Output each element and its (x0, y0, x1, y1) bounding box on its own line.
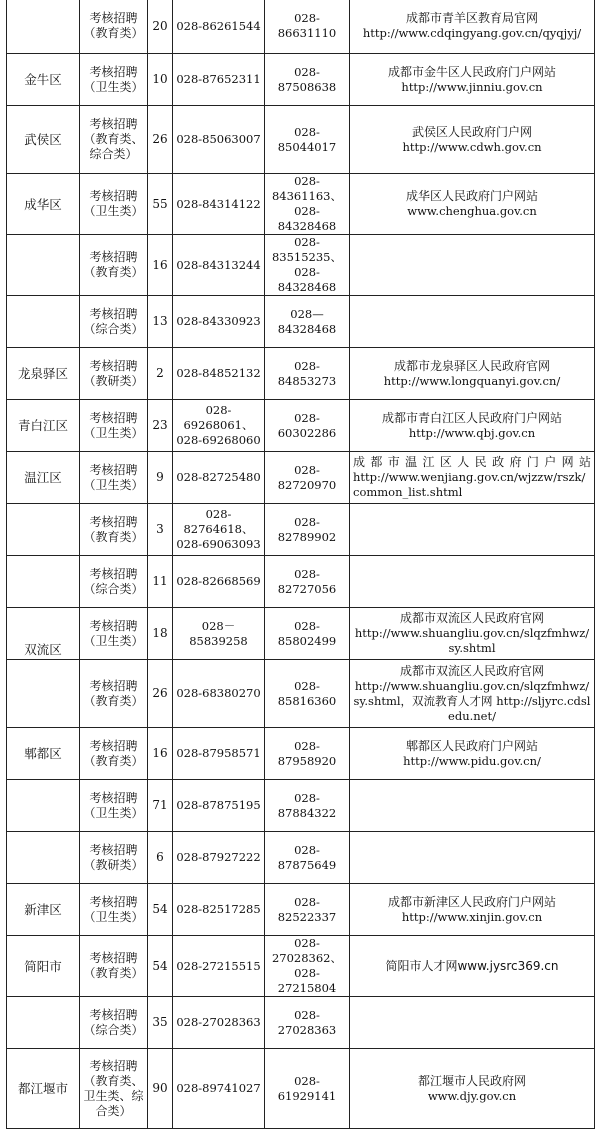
site-name: 都江堰市人民政府网 (417, 1073, 526, 1088)
count-cell: 18 (148, 608, 173, 660)
method-cell: 考核招聘（教研类） (80, 832, 148, 884)
site-url[interactable]: www.chenghua.gov.cn (407, 204, 537, 218)
method-cell: 考核招聘（教育类） (80, 936, 148, 997)
tel-cell: 028-84330923 (173, 296, 265, 348)
method-cell: 考核招聘（教育类） (80, 235, 148, 296)
table-row (7, 728, 595, 780)
site-name: 成都市双流区人民政府官网 (399, 611, 544, 625)
website-cell (350, 106, 595, 174)
website-cell (350, 997, 595, 1049)
count-cell: 35 (148, 997, 173, 1049)
site-url[interactable]: http://www.xinjin.gov.cn (401, 909, 543, 924)
table-row (7, 1049, 595, 1129)
count-cell: 90 (148, 1049, 173, 1129)
tel-cell: 028-68380270 (173, 660, 265, 728)
tel-cell: 028-27028363 (173, 997, 265, 1049)
count-cell: 26 (148, 106, 173, 174)
tel-cell: 028-27215515 (173, 936, 265, 997)
area-cell (7, 780, 80, 832)
table-row (7, 504, 595, 556)
site-name: 成都市龙泉驿区人民政府官网 (393, 358, 550, 373)
table-row (7, 780, 595, 832)
method-cell: 考核招聘（综合类） (80, 997, 148, 1049)
tel-cell: 028-87958920 (265, 728, 350, 780)
method-cell: 考核招聘（综合类） (80, 556, 148, 608)
method-cell: 考核招聘（教育类、综合类） (80, 106, 148, 174)
tel-cell: 028-87927222 (173, 832, 265, 884)
table-row (7, 106, 595, 174)
tel-cell: 028-87508638 (265, 54, 350, 106)
area-cell: 青白江区 (7, 400, 80, 452)
website-cell (350, 235, 595, 296)
tel-cell: 028-84853273 (265, 348, 350, 400)
tel-cell: 028-86631110 (265, 0, 350, 54)
table-row (7, 54, 595, 106)
website-cell (350, 780, 595, 832)
site-name: 成都市金牛区人民政府门户网站 (387, 64, 556, 79)
area-cell (7, 504, 80, 556)
recruitment-table (6, 0, 595, 1129)
method-cell: 考核招聘（教育类） (80, 728, 148, 780)
site-name: 武侯区人民政府门户网 (411, 124, 532, 139)
count-cell: 13 (148, 296, 173, 348)
site-url[interactable]: http://www.longquanyi.gov.cn/ (383, 373, 561, 388)
website-cell (350, 54, 595, 106)
method-cell: 考核招聘（综合类） (80, 296, 148, 348)
count-cell: 71 (148, 780, 173, 832)
tel-cell: 028-86261544 (173, 0, 265, 54)
tel-cell: 028－85839258 (173, 608, 265, 660)
table-row (7, 660, 595, 728)
table-row (7, 936, 595, 997)
area-cell: 新津区 (7, 884, 80, 936)
table-row (7, 296, 595, 348)
site-name: 成都市青白江区人民政府门户网站 (381, 410, 562, 425)
area-cell (7, 660, 80, 728)
table-row (7, 452, 595, 504)
website-cell (350, 832, 595, 884)
tel-cell: 028-84852132 (173, 348, 265, 400)
website-cell (350, 728, 595, 780)
table-row (7, 997, 595, 1049)
tel-cell: 028-87652311 (173, 54, 265, 106)
tel-cell: 028-87875195 (173, 780, 265, 832)
website-cell (350, 400, 595, 452)
area-cell (7, 556, 80, 608)
count-cell: 54 (148, 884, 173, 936)
area-cell: 都江堰市 (7, 1049, 80, 1129)
count-cell: 11 (148, 556, 173, 608)
method-cell: 考核招聘（卫生类） (80, 174, 148, 235)
area-cell: 双流区 (7, 608, 80, 660)
site-url[interactable]: http://www.cdwh.gov.cn (402, 139, 542, 154)
method-cell: 考核招聘（教育类） (80, 0, 148, 54)
tel-cell: 028- 82720970 (265, 452, 350, 504)
table-row (7, 235, 595, 296)
tel-cell: 028-82668569 (173, 556, 265, 608)
table-row (7, 832, 595, 884)
method-cell: 考核招聘（卫生类） (80, 400, 148, 452)
method-cell: 考核招聘（卫生类） (80, 54, 148, 106)
website-cell (350, 174, 595, 235)
tel-cell: 028-82725480 (173, 452, 265, 504)
site-url[interactable]: http://www.cdqingyang.gov.cn/qyqjyj/ (362, 26, 582, 40)
website-cell (350, 348, 595, 400)
tel-cell: 028-87875649 (265, 832, 350, 884)
count-cell: 54 (148, 936, 173, 997)
count-cell: 16 (148, 235, 173, 296)
area-cell (7, 997, 80, 1049)
website-cell (350, 608, 595, 660)
count-cell: 10 (148, 54, 173, 106)
tel-cell: 028-84313244 (173, 235, 265, 296)
count-cell: 23 (148, 400, 173, 452)
site-url[interactable]: http://www.wenjiang.gov.cn/wjzzw/rszk/common_list.shtml (353, 470, 586, 499)
site-name: 成都市温江区人民政府门户网站 (353, 455, 591, 469)
area-cell: 温江区 (7, 452, 80, 504)
tel-cell: 028-89741027 (173, 1049, 265, 1129)
count-cell: 9 (148, 452, 173, 504)
tel-cell: 028—84328468 (265, 296, 350, 348)
area-cell: 武侯区 (7, 106, 80, 174)
tel-cell: 028-82789902 (265, 504, 350, 556)
site-name: 成华区人民政府门户网站 (405, 189, 538, 203)
website-cell (350, 884, 595, 936)
table-row (7, 0, 595, 54)
tel-cell: 028-85044017 (265, 106, 350, 174)
area-cell: 成华区 (7, 174, 80, 235)
table-row (7, 884, 595, 936)
tel-cell: 028-69268061、028-69268060 (173, 400, 265, 452)
tel-cell: 028-84361163、028-84328468 (265, 174, 350, 235)
area-cell (7, 0, 80, 54)
count-cell: 55 (148, 174, 173, 235)
method-cell: 考核招聘（卫生类） (80, 608, 148, 660)
table-row (7, 400, 595, 452)
site-url[interactable]: http://www.jinniu.gov.cn (401, 79, 543, 94)
tel-cell: 028-27028363 (265, 997, 350, 1049)
tel-cell: 028-85802499 (265, 608, 350, 660)
tel-cell: 028-82522337 (265, 884, 350, 936)
tel-cell: 028-82764618、028-69063093 (173, 504, 265, 556)
area-cell (7, 296, 80, 348)
website-cell (350, 660, 595, 728)
area-cell: 郫都区 (7, 728, 80, 780)
website-cell (350, 556, 595, 608)
tel-cell: 028-61929141 (265, 1049, 350, 1129)
tel-cell: 028-85063007 (173, 106, 265, 174)
area-cell: 龙泉驿区 (7, 348, 80, 400)
area-cell (7, 235, 80, 296)
method-cell: 考核招聘（卫生类） (80, 780, 148, 832)
method-cell: 考核招聘（教育类） (80, 504, 148, 556)
tel-cell: 028-84314122 (173, 174, 265, 235)
table-row (7, 608, 595, 660)
site-url[interactable]: http://www.shuangliu.gov.cn/slqzfmhwz/sy.shtml，双流教育人才网 http://sljyrc.cdsledu.net/ (353, 678, 591, 723)
site-name: 成都市青羊区教育局官网 (405, 11, 538, 25)
tel-cell: 028-87884322 (265, 780, 350, 832)
tel-cell: 028-83515235、028-84328468 (265, 235, 350, 296)
site-name: 成都市双流区人民政府官网 (399, 663, 544, 678)
site-url[interactable]: www.djy.gov.cn (427, 1088, 517, 1103)
area-cell: 金牛区 (7, 54, 80, 106)
count-cell: 2 (148, 348, 173, 400)
count-cell: 3 (148, 504, 173, 556)
website-cell (350, 452, 595, 504)
method-cell: 考核招聘（教研类） (80, 348, 148, 400)
site-url[interactable]: http://www.pidu.gov.cn/ (403, 753, 541, 768)
method-cell: 考核招聘（教育类） (80, 660, 148, 728)
site-name: 郫都区人民政府门户网站 (405, 738, 538, 753)
tel-cell: 028-85816360 (265, 660, 350, 728)
area-cell: 简阳市 (7, 936, 80, 997)
tel-cell: 028-82517285 (173, 884, 265, 936)
tel-cell: 028-60302286 (265, 400, 350, 452)
website-cell (350, 1049, 595, 1129)
site-url[interactable]: http://www.qbj.gov.cn (408, 425, 536, 440)
table-row (7, 174, 595, 235)
site-url[interactable]: http://www.shuangliu.gov.cn/slqzfmhwz/sy.shtml (354, 626, 590, 655)
tel-cell: 028- 82727056 (265, 556, 350, 608)
tel-cell: 028-27028362、028-27215804 (265, 936, 350, 997)
website-cell (350, 936, 595, 997)
website-cell (350, 0, 595, 54)
table-row (7, 348, 595, 400)
method-cell: 考核招聘（卫生类） (80, 884, 148, 936)
website-cell (350, 504, 595, 556)
count-cell: 6 (148, 832, 173, 884)
method-cell: 考核招聘（教育类、卫生类、综合类） (80, 1049, 148, 1129)
website-cell (350, 296, 595, 348)
table-row (7, 556, 595, 608)
area-cell (7, 832, 80, 884)
method-cell: 考核招聘（卫生类） (80, 452, 148, 504)
site-name: 成都市新津区人民政府门户网站 (387, 894, 556, 909)
count-cell: 20 (148, 0, 173, 54)
tel-cell: 028-87958571 (173, 728, 265, 780)
site-name: 简阳市人才网www.jysrc369.cn (385, 958, 559, 973)
count-cell: 16 (148, 728, 173, 780)
count-cell: 26 (148, 660, 173, 728)
